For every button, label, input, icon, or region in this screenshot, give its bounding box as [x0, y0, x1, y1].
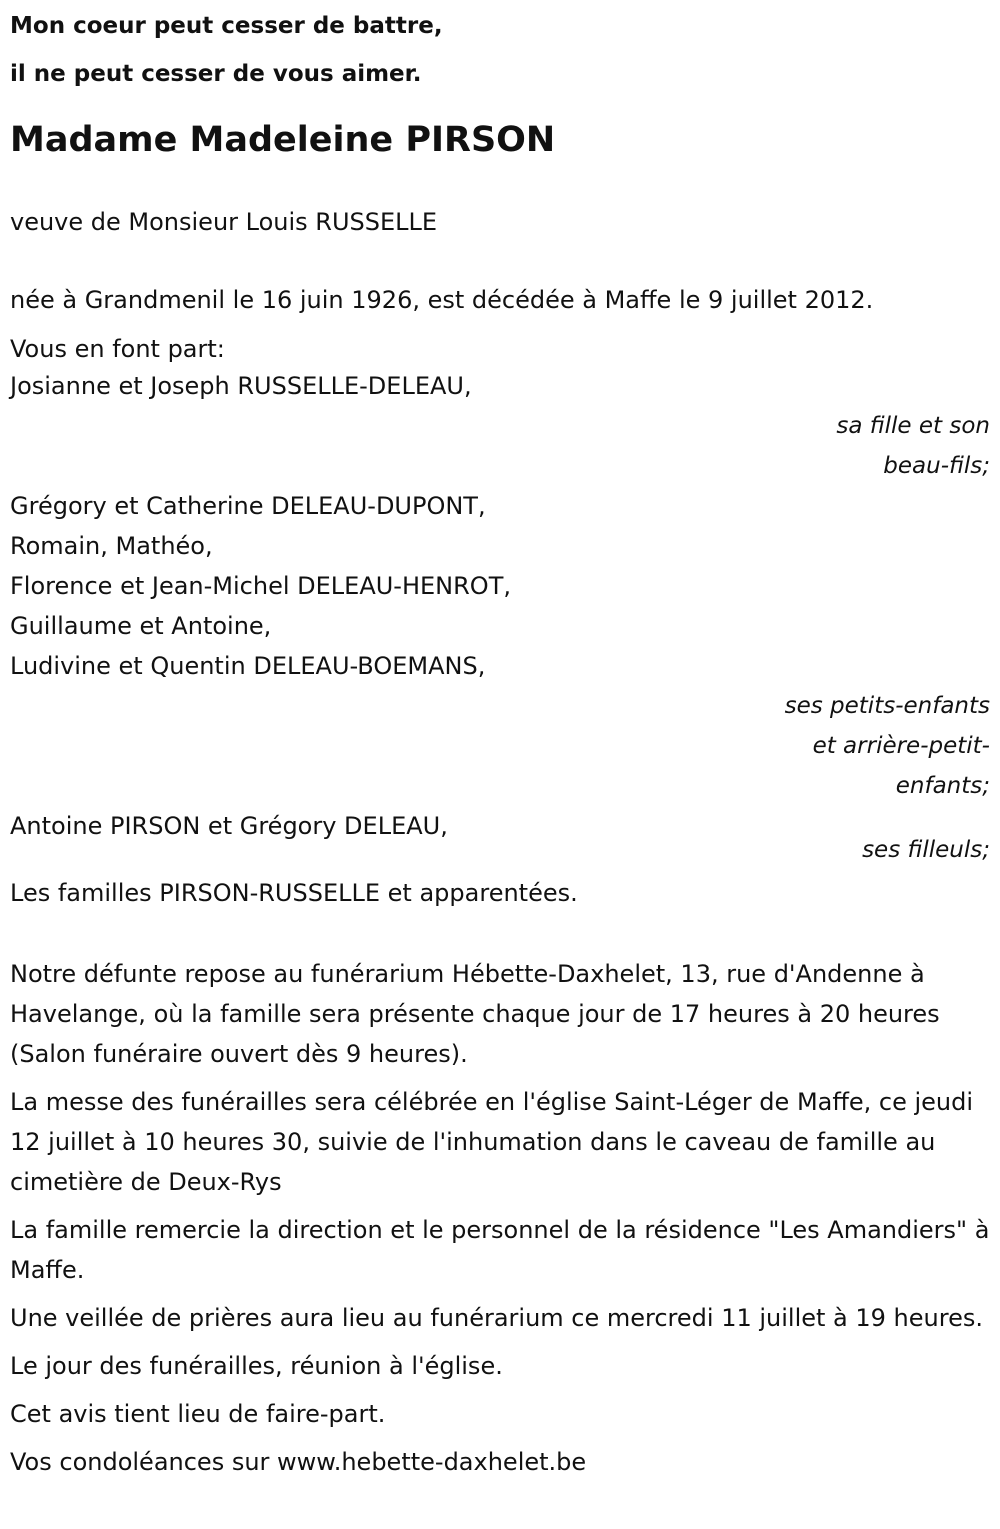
mass-paragraph: La messe des funérailles sera célébrée en l'église Saint-Léger de Maffe, ce jeudi 12 juillet à 10 heures 30, suivie de l'inhumation dans le caveau de famille au cimetière de Deux-Rys [10, 1088, 974, 1196]
thanks-paragraph: La famille remercie la direction et le personnel de la résidence "Les Amandiers" à Maffe. [10, 1216, 990, 1284]
vigil-paragraph: Une veillée de prières aura lieu au funérarium ce mercredi 11 juillet à 19 heures. [10, 1304, 983, 1332]
epigraph-line-2: il ne peut cesser de vous aimer. [10, 61, 422, 87]
relation-line: ses petits-enfants [784, 693, 990, 719]
announcer-group-godchildren [10, 806, 990, 870]
announcer-name: Josianne et Joseph RUSSELLE-DELEAU, [10, 372, 472, 400]
announcer-name: Antoine PIRSON et Grégory DELEAU, [10, 812, 448, 840]
announcer-name: Ludivine et Quentin DELEAU-BOEMANS, [10, 652, 486, 680]
deceased-name: Madame Madeleine PIRSON [10, 120, 556, 160]
announcer-group-daughter [10, 366, 990, 486]
birth-death-line: née à Grandmenil le 16 juin 1926, est décédée à Maffe le 9 juillet 2012. [10, 286, 874, 314]
announcer-name: Grégory et Catherine DELEAU-DUPONT, [10, 492, 486, 520]
announce-intro: Vous en font part: [10, 335, 225, 363]
announcer-name: Romain, Mathéo, [10, 532, 213, 560]
widow-of: veuve de Monsieur Louis RUSSELLE [10, 208, 438, 236]
relation-line: sa fille et son [836, 413, 990, 439]
announcer-name: Florence et Jean-Michel DELEAU-HENROT, [10, 572, 511, 600]
meeting-paragraph: Le jour des funérailles, réunion à l'église. [10, 1352, 503, 1380]
funerarium-paragraph: Notre défunte repose au funérarium Hébette-Daxhelet, 13, rue d'Andenne à Havelange, où la famille sera présente chaque jour de 17 heures à 20 heures (Salon funéraire ouvert dès 9 heures). [10, 960, 940, 1068]
relation-line: enfants; [895, 773, 990, 799]
announcer-name: Guillaume et Antoine, [10, 612, 272, 640]
relation-line: ses filleuls; [862, 837, 990, 863]
relation-line: et arrière-petit- [812, 733, 990, 759]
announcer-group-grandchildren [10, 486, 990, 806]
notice-paragraph: Cet avis tient lieu de faire-part. [10, 1400, 386, 1428]
condolences-paragraph: Vos condoléances sur www.hebette-daxhelet.be [10, 1448, 587, 1476]
epigraph-line-1: Mon coeur peut cesser de battre, [10, 13, 443, 39]
families-line: Les familles PIRSON-RUSSELLE et apparentées. [10, 879, 578, 907]
relation-line: beau-fils; [883, 453, 990, 479]
